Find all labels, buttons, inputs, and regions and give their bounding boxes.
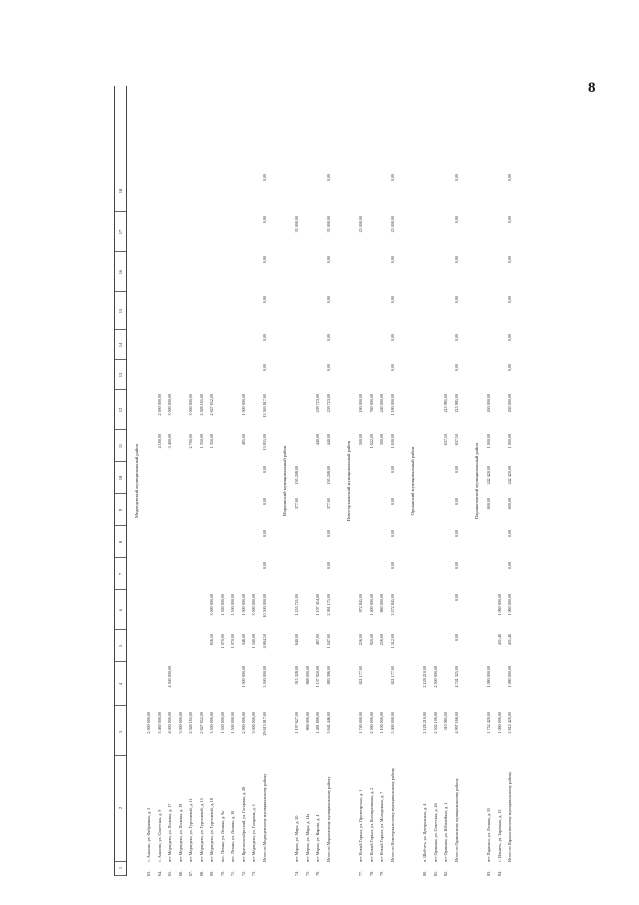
cell-col-2: Итого по Оршанскому муниципальному району xyxy=(453,778,459,862)
cell-col-11: 1 022,00 xyxy=(368,434,374,449)
cell-col-9: 600,00 xyxy=(507,498,512,510)
cell-col-6: 0,00 xyxy=(453,594,459,602)
cell-col-12: 3 000 000,00 xyxy=(167,394,172,416)
cell-col-8: 0,00 xyxy=(389,530,395,538)
cell-col-3: 5 400 000,00 xyxy=(389,712,395,734)
cell-col-13: 0,00 xyxy=(453,364,459,372)
cell-col-11: 1 350,00 xyxy=(209,434,214,449)
cell-col-9: 600,00 xyxy=(486,498,491,510)
table-row xyxy=(199,86,204,876)
cell-col-17: 0,00 xyxy=(261,216,267,224)
cell-col-6: 972 845,00 xyxy=(358,594,363,613)
cell-col-1: 84. xyxy=(496,870,502,876)
table-row xyxy=(305,86,310,876)
cell-col-7: 0,00 xyxy=(261,562,267,570)
column-header-10: 10 xyxy=(115,463,126,494)
cell-col-4: 1 080 000,00 xyxy=(486,666,491,688)
table-row xyxy=(209,86,214,876)
total-row xyxy=(326,86,331,876)
cell-col-15: 0,00 xyxy=(507,296,512,304)
cell-col-3: 1 060 000,00 xyxy=(496,712,502,734)
cell-col-3: 3 460 000,00 xyxy=(156,712,162,734)
column-header-4: 4 xyxy=(115,663,126,706)
cell-col-1: 80. xyxy=(422,870,427,876)
table-header xyxy=(114,86,127,876)
cell-col-2: пгт Медведево, ул. Тургеневой, д. 15 xyxy=(198,798,204,862)
cell-col-12: 13 563 817,00 xyxy=(261,394,267,418)
cell-col-11: 440,00 xyxy=(315,434,320,446)
cell-col-11: 495,00 xyxy=(240,434,246,446)
total-row xyxy=(262,86,267,876)
cell-col-2: с. Азаново, ул. Советская, д. 9 xyxy=(156,809,162,862)
table-row xyxy=(358,86,363,876)
cell-col-1: 79. xyxy=(379,870,384,876)
cell-col-5: 1 340,00 xyxy=(251,634,256,649)
cell-col-3: 1 740 000,00 xyxy=(358,712,363,734)
column-header-15: 15 xyxy=(115,293,126,330)
cell-col-4: 2 500 000,00 xyxy=(432,666,438,688)
cell-col-16: 0,00 xyxy=(261,256,267,264)
cell-col-13: 0,00 xyxy=(261,364,267,372)
column-header-9: 9 xyxy=(115,495,126,526)
cell-col-7: 0,00 xyxy=(325,562,331,570)
cell-col-5: 1 070,00 xyxy=(230,634,235,649)
cell-col-1: 65. xyxy=(167,870,172,876)
cell-col-3: 3 500 000,00 xyxy=(209,712,214,734)
cell-col-5: 487,00 xyxy=(315,634,320,646)
cell-col-1: 82. xyxy=(443,870,448,876)
cell-col-2: пос. Пекша, ул. Ленина, д. 9а xyxy=(219,811,225,862)
table-row xyxy=(188,86,193,876)
cell-col-3: 1 752 420,00 xyxy=(486,712,491,734)
cell-col-11: 13 855,00 xyxy=(261,434,267,451)
cell-col-7: 0,00 xyxy=(389,562,395,570)
cell-col-5: 920,00 xyxy=(368,634,374,646)
cell-col-4: 868 000,00 xyxy=(304,666,310,685)
cell-col-2: пгт Морки, ул. Кирова, д. 4 xyxy=(315,814,320,862)
cell-col-11: 3 400,00 xyxy=(167,434,172,449)
cell-col-5: 431,40 xyxy=(507,634,512,646)
cell-col-1: 68. xyxy=(198,870,204,876)
cell-col-10: 242 420,00 xyxy=(486,466,491,485)
section-title: Медведевский муниципальный район xyxy=(134,444,139,518)
table-row xyxy=(422,86,427,876)
cell-col-11: 637,50 xyxy=(443,434,448,446)
cell-col-11: 637,50 xyxy=(453,434,459,446)
cell-col-8: 0,00 xyxy=(325,530,331,538)
cell-col-4: 1 137 920,00 xyxy=(315,666,320,688)
cell-col-3: 1 500 000,00 xyxy=(219,712,225,734)
cell-col-3: 1 481 899,00 xyxy=(315,712,320,734)
table-row xyxy=(369,86,374,876)
cell-col-1: 70. xyxy=(219,870,225,876)
cell-col-9: 377,00 xyxy=(325,498,331,510)
cell-col-11: 4 180,00 xyxy=(156,434,162,449)
table-row xyxy=(251,86,256,876)
cell-col-6: 1 000 000,00 xyxy=(240,594,246,616)
table-row xyxy=(497,86,502,876)
cell-col-6: 860 000,00 xyxy=(379,594,384,613)
cell-col-17: 25 000,00 xyxy=(389,216,395,233)
section-title: Оршанский муниципальный район xyxy=(410,446,415,516)
table-row xyxy=(178,86,183,876)
cell-col-5: 256,00 xyxy=(379,634,384,646)
cell-col-14: 0,00 xyxy=(325,334,331,342)
cell-col-2: пос. Пекша, ул. Ленина, д. 10 xyxy=(230,810,235,862)
table-row xyxy=(241,86,246,876)
cell-col-2: пгт Новый Торъял, ул. Кооперативная, д. 2 xyxy=(368,787,374,862)
cell-col-5: 256,00 xyxy=(358,634,363,646)
cell-col-2: с. Азаново, ул. Фабричная, д. 3 xyxy=(146,808,151,862)
cell-col-5: 856,50 xyxy=(209,634,214,646)
total-row xyxy=(390,86,395,876)
cell-col-6: 3 272 845,00 xyxy=(389,594,395,616)
cell-col-16: 0,00 xyxy=(389,256,395,264)
column-header-7: 7 xyxy=(115,559,126,590)
cell-col-2: пгт Новый Торъял, ул. Молодежная, д. 7 xyxy=(379,791,384,862)
cell-col-2: пгт Медведево, ул. Тургеневой, д. 11 xyxy=(188,798,193,862)
cell-col-6: 1 060 000,00 xyxy=(496,594,502,616)
cell-col-1: 83. xyxy=(486,870,491,876)
column-header-16: 16 xyxy=(115,253,126,292)
cell-col-5: 431,40 xyxy=(496,634,502,646)
table-row xyxy=(230,86,235,876)
cell-col-14: 0,00 xyxy=(261,334,267,342)
cell-col-1: 73. xyxy=(251,870,256,876)
cell-col-13: 0,00 xyxy=(389,364,395,372)
section-title: Новоторъяльский муниципальный район xyxy=(346,440,351,522)
cell-col-6: 1 060 000,00 xyxy=(507,594,512,616)
cell-col-14: 0,00 xyxy=(507,334,512,342)
cell-col-5: 1 070,00 xyxy=(219,634,225,649)
column-header-17: 17 xyxy=(115,213,126,252)
cell-col-3: 310 985,00 xyxy=(443,712,448,731)
table-row xyxy=(167,86,172,876)
column-header-13: 13 xyxy=(115,361,126,390)
cell-col-3: 2 502 100,00 xyxy=(432,712,438,734)
cell-col-4: 621 177,00 xyxy=(389,666,395,685)
cell-col-3: 2 000 000,00 xyxy=(146,712,151,734)
cell-col-3: 2 560 000,00 xyxy=(368,712,374,734)
cell-col-6: 3 000 000,00 xyxy=(209,594,214,616)
cell-col-1: 75. xyxy=(304,870,310,876)
cell-col-2: Итого по Медведевскому муниципальному району xyxy=(261,773,267,862)
cell-col-17: 35 000,00 xyxy=(294,216,299,233)
cell-col-1: 81. xyxy=(432,870,438,876)
cell-col-10: 195 208,00 xyxy=(294,466,299,485)
cell-col-4: 4 741 325,00 xyxy=(453,666,459,688)
cell-col-18: 0,00 xyxy=(389,174,395,182)
cell-col-1: 76. xyxy=(315,870,320,876)
cell-col-6: 1 500 000,00 xyxy=(219,594,225,616)
cell-col-1: 72. xyxy=(240,870,246,876)
cell-col-7: 0,00 xyxy=(453,562,459,570)
cell-col-1: 71. xyxy=(230,870,235,876)
cell-col-12: 2 627 652,00 xyxy=(209,394,214,416)
cell-col-7: 0,00 xyxy=(507,562,512,570)
cell-col-8: 0,00 xyxy=(507,530,512,538)
cell-col-12: 2 000 000,00 xyxy=(156,394,162,416)
cell-col-3: 3 641 446,00 xyxy=(325,712,331,734)
cell-col-9: 0,00 xyxy=(261,498,267,506)
cell-col-12: 239 723,00 xyxy=(315,394,320,413)
column-header-18: 18 xyxy=(115,171,126,212)
cell-col-15: 0,00 xyxy=(261,296,267,304)
cell-col-2: пгт Морки, ул. Мира, д. 20 xyxy=(294,815,299,862)
cell-col-2: пгт Оршанка, ул. Юбилейная, д. 1 xyxy=(443,802,448,862)
cell-col-15: 0,00 xyxy=(325,296,331,304)
cell-col-12: 430 000,00 xyxy=(507,394,512,413)
cell-col-2: пгт Медведево, ул. Тургеневой, д. 18 xyxy=(209,798,214,862)
cell-col-2: пгт Оршанка, ул. Советская, д. 4б xyxy=(432,803,438,862)
table-row xyxy=(443,86,448,876)
cell-col-2: п. Шой-ять, ул. Центральная, д. 4 xyxy=(422,803,427,862)
cell-col-18: 0,00 xyxy=(507,174,512,182)
cell-col-11: 1 350,00 xyxy=(198,434,204,449)
cell-col-3: 2 026 165,00 xyxy=(188,712,193,734)
cell-col-3: 1 100 000,00 xyxy=(379,712,384,734)
cell-col-4: 883 396,00 xyxy=(325,666,331,685)
cell-col-3: 2 812 420,00 xyxy=(507,712,512,734)
cell-col-9: 377,00 xyxy=(294,498,299,510)
cell-col-5: 1 512,00 xyxy=(389,634,395,649)
cell-col-15: 0,00 xyxy=(453,296,459,304)
table-row xyxy=(294,86,299,876)
cell-col-5: 0,00 xyxy=(453,634,459,642)
cell-col-6: 3 000 000,00 xyxy=(251,594,256,616)
cell-col-2: пгт Морки, ул. Мира, д. 14а xyxy=(304,813,310,862)
total-row xyxy=(507,86,512,876)
cell-col-2: Итого по Новоторъяльскому муниципальному району xyxy=(389,767,395,862)
cell-col-11: 1 000,00 xyxy=(486,434,491,449)
cell-col-1: 69. xyxy=(209,870,214,876)
cell-col-10: 0,00 xyxy=(453,466,459,474)
cell-col-6: 1 107 454,00 xyxy=(315,594,320,616)
cell-col-1: 78. xyxy=(368,870,374,876)
cell-col-4: 915 328,00 xyxy=(294,666,299,685)
section-title: Моркинский муниципальный район xyxy=(282,445,287,517)
column-header-2: 2 xyxy=(115,755,126,862)
cell-col-11: 440,00 xyxy=(325,434,331,446)
table-row xyxy=(315,86,320,876)
table-row xyxy=(433,86,438,876)
cell-col-12: 1 000 000,00 xyxy=(240,394,246,416)
cell-col-3: 4 997 166,00 xyxy=(453,712,459,734)
cell-col-3: 2 627 652,00 xyxy=(198,712,204,734)
cell-col-12: 1 180 000,00 xyxy=(389,394,395,416)
cell-col-11: 300,00 xyxy=(358,434,363,446)
cell-col-16: 0,00 xyxy=(453,256,459,264)
cell-col-17: 35 000,00 xyxy=(325,216,331,233)
cell-col-4: 1 080 000,00 xyxy=(507,666,512,688)
cell-col-5: 348,00 xyxy=(240,634,246,646)
cell-col-3: 29 613 817,00 xyxy=(261,712,267,736)
cell-col-1: 67. xyxy=(188,870,193,876)
cell-col-9: 0,00 xyxy=(453,498,459,506)
column-header-8: 8 xyxy=(115,527,126,558)
cell-col-1: 64. xyxy=(156,870,162,876)
cell-col-6: 10 500 000,00 xyxy=(261,594,267,618)
cell-col-2: пгт Краснооктябрьский, ул. Гагарина, д. 28 xyxy=(240,786,246,862)
cell-col-12: 3 000 000,00 xyxy=(188,394,193,416)
cell-col-17: 0,00 xyxy=(453,216,459,224)
cell-col-6: 1 400 000,00 xyxy=(368,594,374,616)
cell-col-13: 0,00 xyxy=(507,364,512,372)
cell-col-6: 2 361 175,00 xyxy=(325,594,331,616)
cell-col-4: 4 500 000,00 xyxy=(167,666,172,688)
cell-col-2: пгт Медведево, ул. Полевая, д. 19 xyxy=(177,803,183,862)
table-row xyxy=(220,86,225,876)
cell-col-18: 0,00 xyxy=(325,174,331,182)
cell-col-17: 25 000,00 xyxy=(358,216,363,233)
column-header-5: 5 xyxy=(115,631,126,662)
cell-col-14: 0,00 xyxy=(453,334,459,342)
total-row xyxy=(454,86,459,876)
cell-col-12: 215 985,00 xyxy=(443,394,448,413)
rotated-table xyxy=(114,86,592,876)
cell-col-8: 0,00 xyxy=(261,530,267,538)
section-title: Параньгинский муниципальный район xyxy=(474,442,479,520)
cell-col-16: 0,00 xyxy=(325,256,331,264)
cell-col-2: пгт Медведево, ул. Полевая, д. 17 xyxy=(167,803,172,862)
cell-col-9: 0,00 xyxy=(389,498,395,506)
cell-col-16: 0,00 xyxy=(507,256,512,264)
cell-col-6: 1 500 000,00 xyxy=(230,594,235,616)
cell-col-2: Итого по Параньгинскому муниципальному району xyxy=(507,771,512,862)
cell-col-18: 0,00 xyxy=(453,174,459,182)
cell-col-10: 0,00 xyxy=(389,466,395,474)
cell-col-3: 1 500 000,00 xyxy=(230,712,235,734)
column-header-11: 11 xyxy=(115,431,126,462)
cell-col-3: 3 000 000,00 xyxy=(177,712,183,734)
column-header-6: 6 xyxy=(115,591,126,630)
cell-col-3: 1 197 627,00 xyxy=(294,712,299,734)
cell-col-10: 195 208,00 xyxy=(325,466,331,485)
cell-col-12: 180 000,00 xyxy=(358,394,363,413)
cell-col-4: 2 128 210,00 xyxy=(422,666,427,688)
cell-col-5: 1 047,00 xyxy=(325,634,331,649)
table-row xyxy=(157,86,162,876)
cell-col-2: с. Ильнеть, ул. Зарячная, д. 13 xyxy=(496,809,502,862)
cell-col-17: 0,00 xyxy=(507,216,512,224)
cell-col-10: 242 420,00 xyxy=(507,466,512,485)
cell-col-2: пгт Медведево, ул. Гагарина, д. 5 xyxy=(251,804,256,862)
cell-col-6: 1 255 721,00 xyxy=(294,594,299,616)
cell-col-12: 215 985,00 xyxy=(453,394,459,413)
cell-col-5: 4 684,50 xyxy=(261,634,267,649)
cell-col-3: 868 000,00 xyxy=(304,712,310,731)
cell-col-1: 66. xyxy=(177,870,183,876)
cell-col-18: 0,00 xyxy=(261,174,267,182)
cell-col-14: 0,00 xyxy=(389,334,395,342)
cell-col-4: 1 000 000,00 xyxy=(240,666,246,688)
column-header-1: 1 xyxy=(115,861,126,876)
cell-col-15: 0,00 xyxy=(389,296,395,304)
cell-col-12: 2 026 165,00 xyxy=(198,394,204,416)
cell-col-4: 5 500 000,00 xyxy=(261,666,267,688)
cell-col-13: 0,00 xyxy=(325,364,331,372)
cell-col-3: 2 128 210,00 xyxy=(422,712,427,734)
cell-col-12: 760 000,00 xyxy=(368,394,374,413)
cell-col-12: 240 000,00 xyxy=(379,394,384,413)
cell-col-4: 621 177,00 xyxy=(358,666,363,685)
table-row xyxy=(379,86,384,876)
cell-col-11: 1 000,00 xyxy=(507,434,512,449)
cell-col-11: 300,00 xyxy=(379,434,384,446)
cell-col-12: 239 723,00 xyxy=(325,394,331,413)
cell-col-2: пгт Новый Торъял, ул. Пролетарская, д. 1 xyxy=(358,789,363,862)
column-header-3: 3 xyxy=(115,709,126,756)
cell-col-3: 3 000 000,00 xyxy=(251,712,256,734)
column-header-12: 12 xyxy=(115,391,126,430)
cell-col-3: 2 000 000,00 xyxy=(240,712,246,734)
cell-col-11: 2 700,00 xyxy=(188,434,193,449)
cell-col-1: 74. xyxy=(294,870,299,876)
cell-col-2: пгт Параньга, ул. Ленина, д. 35 xyxy=(486,807,491,862)
table-row xyxy=(146,86,151,876)
cell-col-1: 77. xyxy=(358,870,363,876)
cell-col-11: 1 630,00 xyxy=(389,434,395,449)
cell-col-10: 0,00 xyxy=(261,466,267,474)
page-number: 8 xyxy=(588,80,596,96)
cell-col-8: 0,00 xyxy=(453,530,459,538)
column-header-14: 14 xyxy=(115,331,126,360)
cell-col-1: 63. xyxy=(146,870,151,876)
cell-col-2: Итого по Моркинскому муниципальному району xyxy=(325,776,331,862)
cell-col-12: 430 000,00 xyxy=(486,394,491,413)
cell-col-3: 4 000 000,00 xyxy=(167,712,172,734)
table-row xyxy=(486,86,491,876)
cell-col-5: 640,00 xyxy=(294,634,299,646)
